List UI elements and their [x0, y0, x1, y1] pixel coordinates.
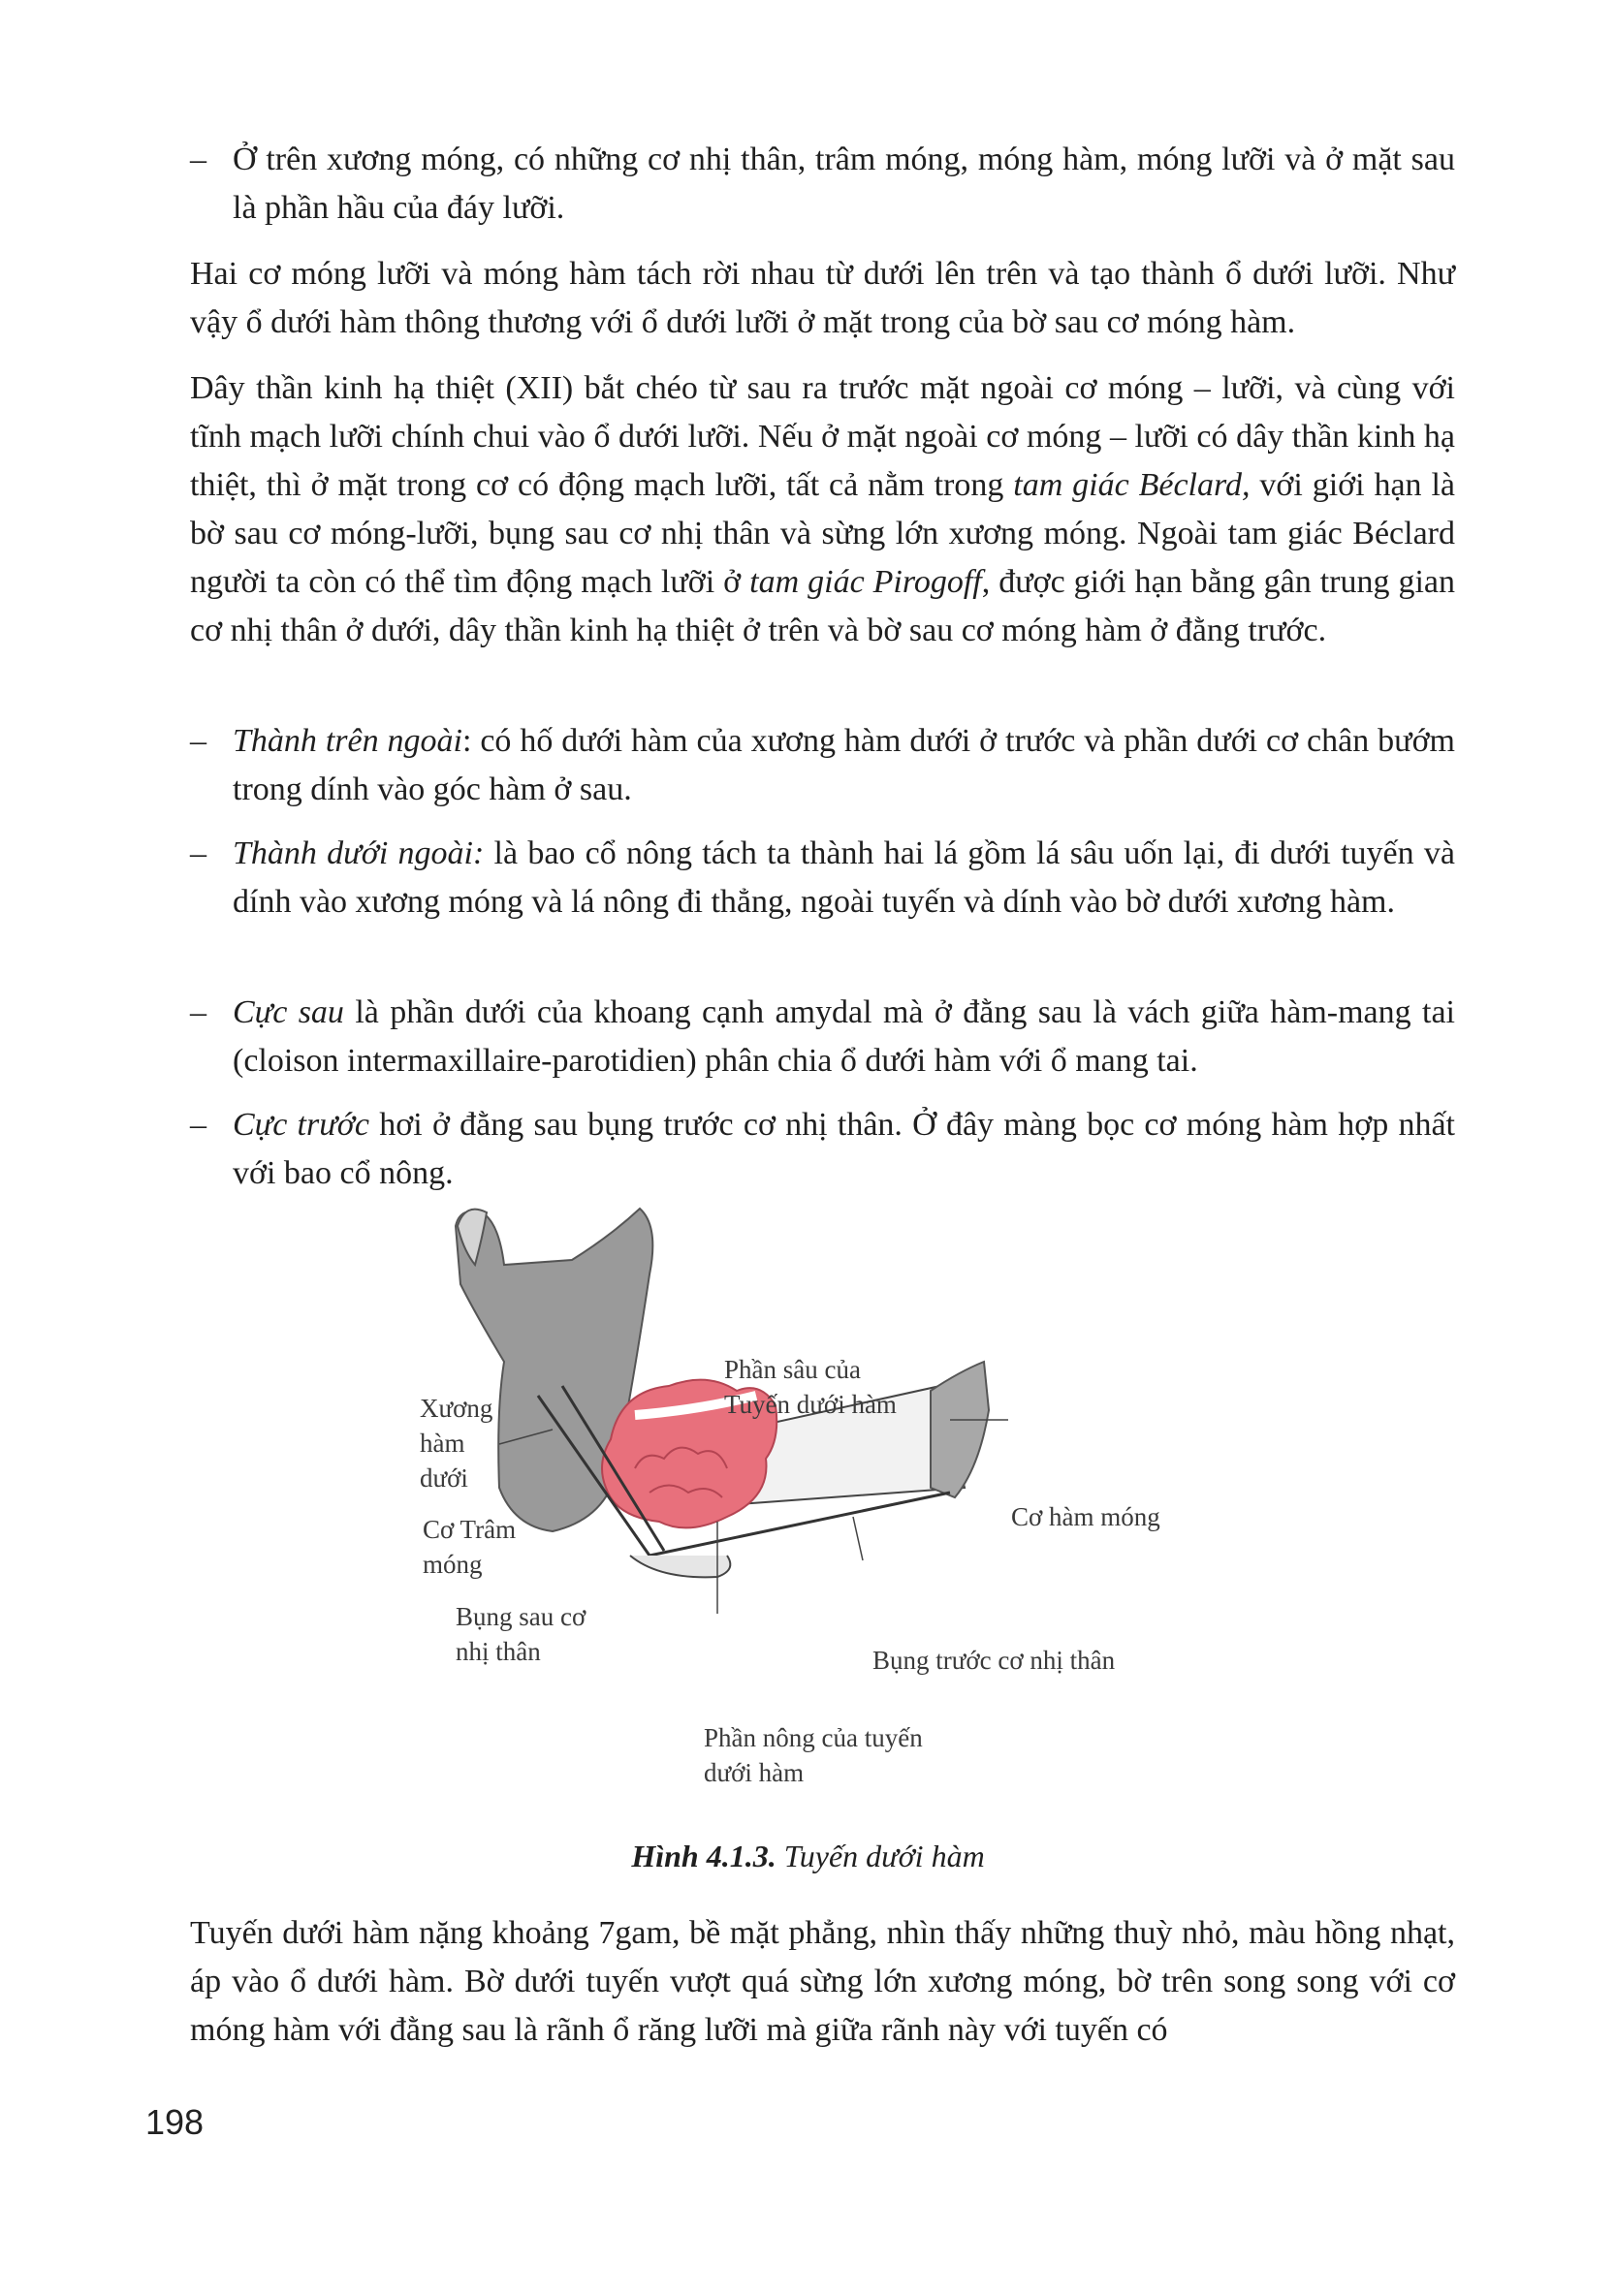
- bullet-body: là bao cổ nông tách ta thành hai lá gồm lá sâu uốn lại, đi dưới tuyến và dính vào xương móng và lá nông đi thẳng, ngoài tuyến và dính vào bờ dưới xương hàm.: [233, 835, 1455, 920]
- leader-anterior-belly: [853, 1517, 863, 1560]
- label-deep-part: Phần sâu của Tuyến dưới hàm: [724, 1355, 897, 1419]
- paragraph-text: Dây thần kinh hạ thiệt (XII) bắt chéo từ sau ra trước mặt ngoài cơ móng – lưỡi, và cùng với tĩnh mạch lưỡi chính chui vào ổ dưới lưỡi. Nếu ở mặt ngoài cơ móng – lưỡi có dây thần kinh hạ thiệt, thì ở mặt trong cơ có động mạch lưỡi, tất cả nằm trong: [190, 370, 1455, 503]
- paragraph-gland-description: Tuyến dưới hàm nặng khoảng 7gam, bề mặt phẳng, nhìn thấy những thuỳ nhỏ, màu hồng nhạt, áp vào ổ dưới hàm. Bờ dưới tuyến vượt quá sừng lớn xương móng, bờ trên song song với cơ móng hàm với đằng sau là rãnh ổ răng lưỡi mà giữa rãnh này với tuyến có: [190, 1915, 1455, 2048]
- caption-number: Hình 4.1.3.: [631, 1839, 776, 1873]
- bullet-term: Cực sau: [233, 994, 344, 1030]
- term-pirogoff-triangle: tam giác Pirogoff: [749, 564, 982, 600]
- caption-text: Tuyến dưới hàm: [783, 1839, 985, 1873]
- bullet-body: : có hố dưới hàm của xương hàm dưới ở trước và phần dưới cơ chân bướm trong dính vào góc hàm ở sau.: [233, 723, 1455, 807]
- label-anterior-belly: Bụng trước cơ nhị thân: [872, 1646, 1116, 1675]
- bullet-text: [233, 989, 1455, 1085]
- label-mylohyoid: Cơ hàm móng: [1011, 1502, 1160, 1531]
- page-number: 198: [145, 2102, 205, 2142]
- label-superficial-part: Phần nông của tuyến dưới hàm: [704, 1723, 923, 1787]
- figure-caption: [0, 1837, 1616, 1875]
- bullet-dash: –: [190, 835, 206, 871]
- submandibular-gland-figure: [407, 1197, 1221, 1817]
- term-beclard-triangle: tam giác Béclard,: [1013, 467, 1251, 503]
- bullet-text: [233, 717, 1455, 814]
- hyoid-bone: [630, 1556, 730, 1577]
- bullet-dash: –: [190, 142, 206, 177]
- bullet-upper-outer-wall: [190, 717, 1455, 814]
- paragraph-text: với giới hạn là bờ sau cơ móng-lưỡi, bụng sau cơ nhị thân và sừng lớn xương móng. Ngoài tam giác Béclard người ta còn có thể tìm động mạch lưỡi ở: [190, 467, 1456, 600]
- bullet-dash: –: [190, 723, 206, 759]
- chin-bone: [931, 1362, 989, 1497]
- bullet-lower-outer-wall: [190, 830, 1455, 927]
- bullet-text: [233, 1101, 1455, 1198]
- bullet-term: Thành trên ngoài: [233, 723, 462, 759]
- label-posterior-belly: Bụng sau cơ nhị thân: [456, 1602, 586, 1666]
- label-stylohyoid: Cơ Trâm móng: [423, 1515, 517, 1579]
- bullet-text: Ở trên xương móng, có những cơ nhị thân, trâm móng, móng hàm, móng lưỡi và ở mặt sau là phần hầu của đáy lưỡi.: [233, 142, 1455, 226]
- bullet-dash: –: [190, 1107, 206, 1143]
- bullet-term: Cực trước: [233, 1107, 370, 1143]
- bullet-hyoid-muscles: [190, 136, 1455, 233]
- bullet-anterior-pole: [190, 1101, 1455, 1198]
- bullet-body: hơi ở đằng sau bụng trước cơ nhị thân. Ở đây màng bọc cơ móng hàm hợp nhất với bao cổ nông.: [233, 1107, 1455, 1191]
- paragraph-hypoglossal-nerve: [190, 364, 1455, 655]
- paragraph-sublingual-space: Hai cơ móng lưỡi và móng hàm tách rời nhau từ dưới lên trên và tạo thành ổ dưới lưỡi. Như vậy ổ dưới hàm thông thương với ổ dưới lưỡi ở mặt trong của bờ sau cơ móng hàm.: [190, 256, 1455, 340]
- paragraph-text: , được giới hạn bằng gân trung gian cơ nhị thân ở dưới, dây thần kinh hạ thiệt ở trên và bờ sau cơ móng hàm ở đằng trước.: [190, 564, 1456, 648]
- label-mandible: Xương hàm dưới: [420, 1394, 493, 1493]
- bullet-term: Thành dưới ngoài:: [233, 835, 485, 871]
- bullet-body: là phần dưới của khoang cạnh amydal mà ở đằng sau là vách giữa hàm-mang tai (cloison intermaxillaire-parotidien) phân chia ổ dưới hàm với ổ mang tai.: [233, 994, 1455, 1079]
- bullet-dash: –: [190, 994, 206, 1030]
- bullet-text: [233, 830, 1455, 927]
- bullet-posterior-pole: [190, 989, 1455, 1085]
